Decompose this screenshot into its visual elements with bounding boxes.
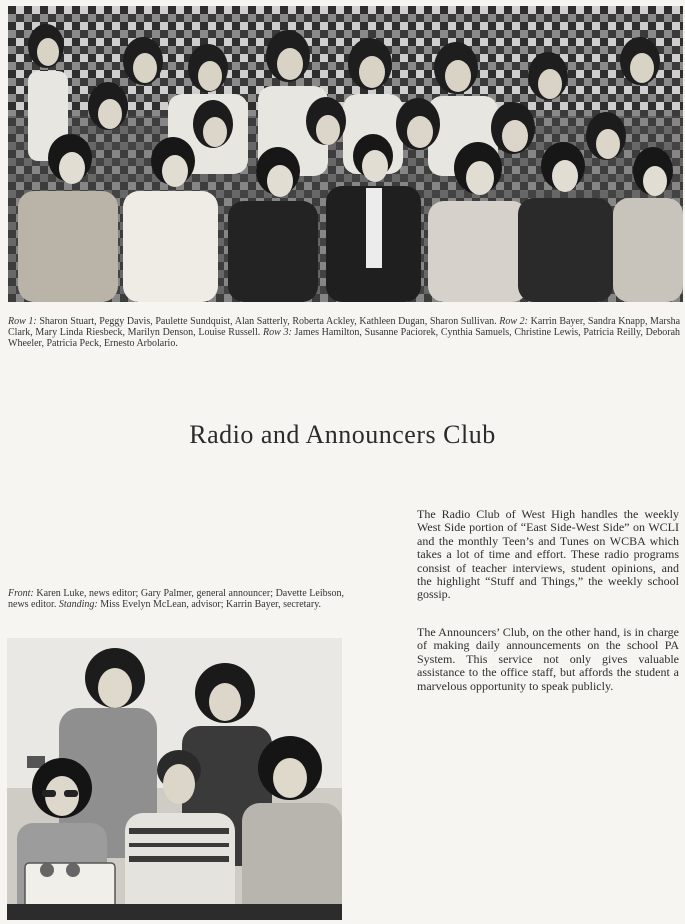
row1-names: Sharon Stuart, Peggy Davis, Paulette Sundquist, Alan Satterly, Roberta Ackley, Kathleen Dugan, Sharon Sullivan.: [39, 316, 497, 327]
top-photo-caption: [8, 316, 680, 349]
club-photo-caption: [8, 588, 344, 610]
row3-names: James Hamilton, Susanne Paciorek, Cynthia Samuels, Christine Lewis, Patricia Reilly, Deborah Wheeler, Patricia Peck, Ernesto Arbolario.: [8, 327, 681, 349]
page-title: Radio and Announcers Club: [189, 420, 496, 449]
standing-label: Standing:: [58, 599, 98, 610]
club-photo: [7, 638, 342, 920]
row2-names: Karrin Bayer, Sandra Knapp, Marsha Clark, Mary Linda Riesbeck, Marilyn Denson, Louise Russell.: [8, 316, 681, 338]
group-photo: [8, 6, 683, 302]
front-names: Karen Luke, news editor; Gary Palmer, general announcer; Davette Leibson, news editor.: [8, 588, 344, 610]
announcers-club-paragraph: The Announcers’ Club, on the other hand, is in charge of making daily announcements on the school PA System. This service not only gives valuable assistance to the office staff, but affords the student a marvelous opportunity to speak publicly.: [417, 625, 679, 693]
standing-names: Miss Evelyn McLean, advisor; Karrin Bayer, secretary.: [100, 599, 322, 610]
row3-label: Row 3:: [262, 327, 292, 338]
group-photo-image: [8, 6, 683, 302]
row1-label: Row 1:: [8, 316, 37, 327]
radio-club-paragraph: The Radio Club of West High handles the weekly West Side portion of “East Side-West Side” on WCLI and the monthly Teen’s and Tunes on WCBA which takes a lot of time and effort. These radio programs consist of teacher interviews, student opinions, and the highlight “Stuff and Things,” the weekly school gossip.: [417, 507, 679, 602]
club-photo-image: [7, 638, 342, 920]
front-label: Front:: [8, 588, 34, 599]
row2-label: Row 2:: [499, 316, 528, 327]
